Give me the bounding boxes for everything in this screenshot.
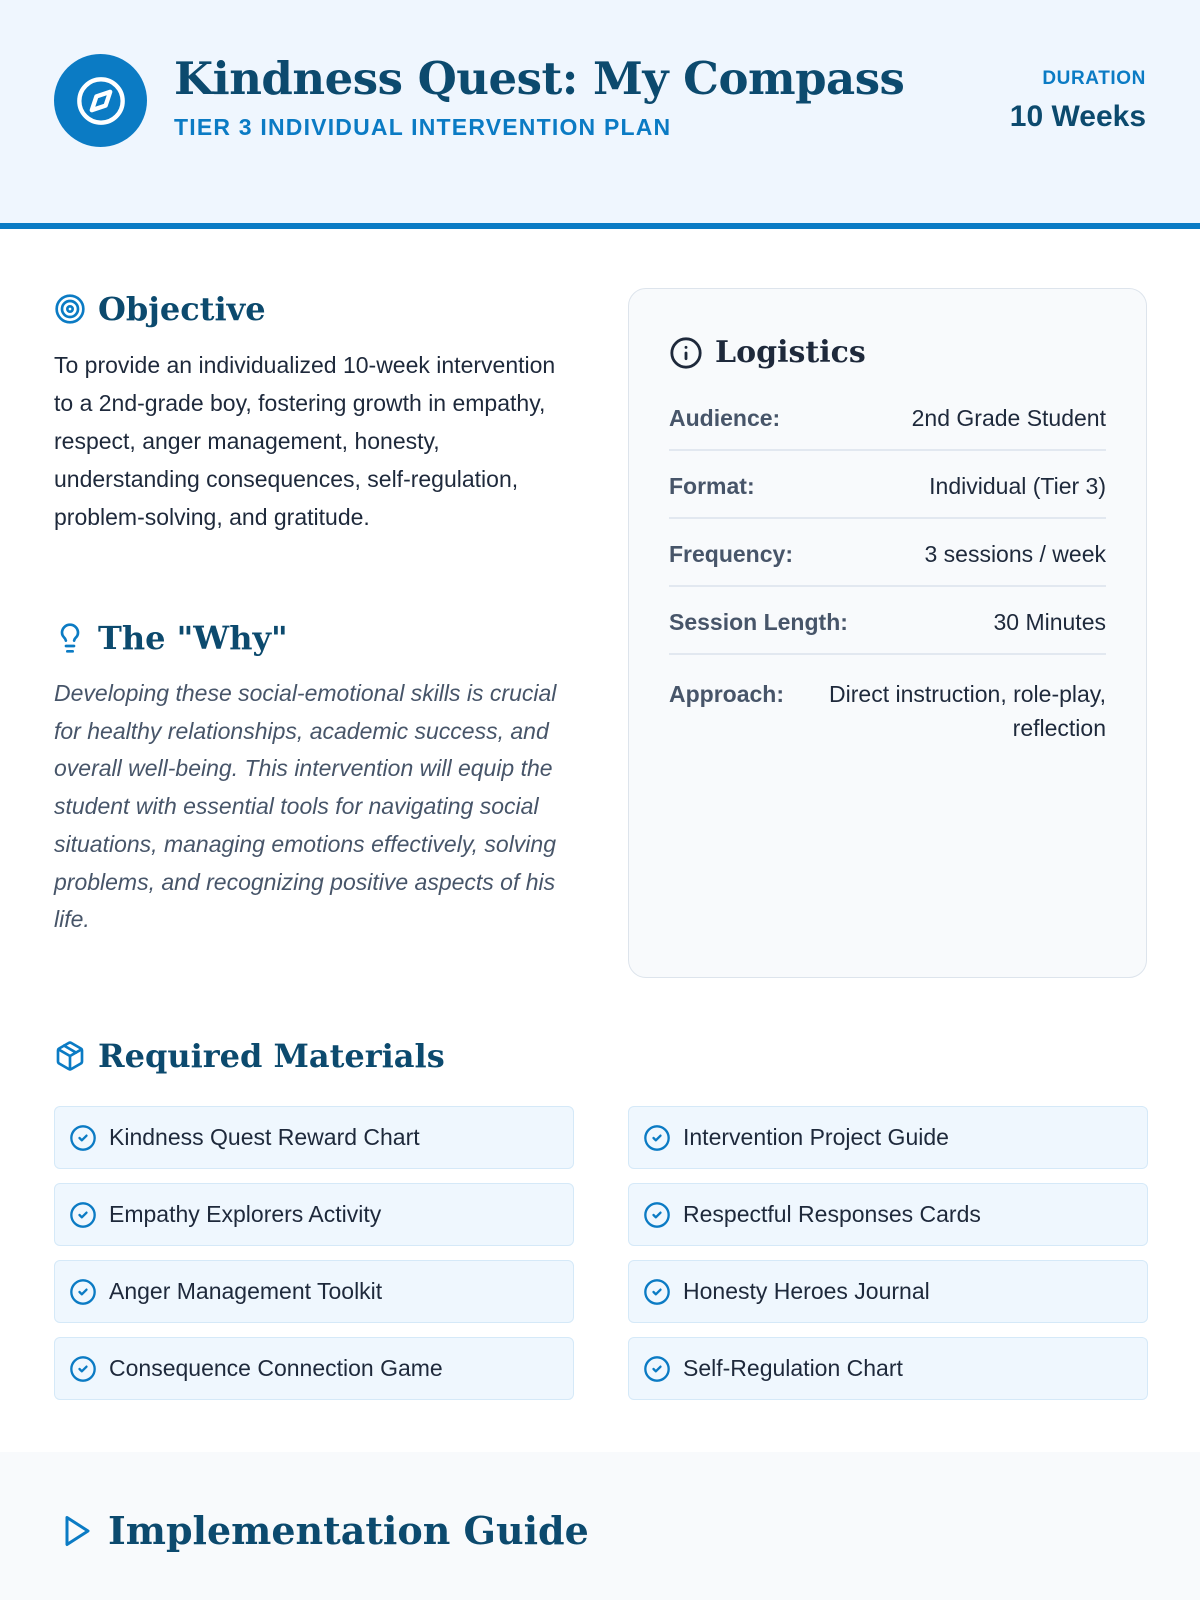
- check-circle-icon: [69, 1278, 97, 1306]
- why-heading-text: The "Why": [98, 619, 288, 657]
- logistics-value: Direct instruction, role-play, reflection: [829, 681, 1106, 741]
- check-circle-icon: [643, 1201, 671, 1229]
- logistics-value: 3 sessions / week: [924, 541, 1106, 567]
- materials-heading-text: Required Materials: [98, 1037, 445, 1075]
- check-circle-icon: [643, 1124, 671, 1152]
- page-header: [0, 0, 1200, 229]
- objective-text: To provide an individualized 10-week intervention to a 2nd-grade boy, fostering growth in empathy, respect, anger management, honesty, understanding consequences, self-regulation, problem-solving, and gratitude.: [54, 352, 556, 530]
- divider: [669, 517, 1106, 519]
- implementation-heading: [58, 1508, 589, 1553]
- logistics-value: 2nd Grade Student: [911, 405, 1106, 431]
- why-text: Developing these social-emotional skills is crucial for healthy relationships, academic success, and overall well-being. This intervention will equip the student with essential tools for navigating social situations, managing emotions effectively, solving problems, and recognizing positive aspects of his life.: [54, 680, 557, 933]
- page-title: Kindness Quest: My Compass: [174, 52, 905, 105]
- objective-heading: [54, 290, 266, 328]
- logistics-heading: [669, 335, 866, 370]
- material-item-label: Self-Regulation Chart: [683, 1355, 903, 1381]
- material-item-label: Respectful Responses Cards: [683, 1201, 981, 1227]
- logistics-value: 30 Minutes: [993, 609, 1106, 635]
- check-circle-icon: [643, 1355, 671, 1383]
- logistics-label: Frequency:: [669, 541, 793, 567]
- lightbulb-icon: [54, 622, 86, 654]
- divider: [669, 449, 1106, 451]
- material-item-label: Kindness Quest Reward Chart: [109, 1124, 420, 1150]
- logistics-value: Individual (Tier 3): [929, 473, 1106, 499]
- material-item: [628, 1337, 1148, 1400]
- check-circle-icon: [69, 1355, 97, 1383]
- material-item: [54, 1260, 574, 1323]
- material-item: [54, 1183, 574, 1246]
- check-circle-icon: [69, 1201, 97, 1229]
- check-circle-icon: [69, 1124, 97, 1152]
- divider: [669, 585, 1106, 587]
- compass-icon: [75, 75, 127, 127]
- logistics-row-approach: [669, 677, 1106, 745]
- logistics-row-session-length: [669, 609, 1106, 636]
- material-item: [628, 1183, 1148, 1246]
- package-icon: [54, 1040, 86, 1072]
- logo-badge: [54, 54, 147, 147]
- material-item-label: Intervention Project Guide: [683, 1124, 949, 1150]
- material-item: [628, 1260, 1148, 1323]
- logistics-row-frequency: [669, 541, 1106, 568]
- material-item-label: Anger Management Toolkit: [109, 1278, 383, 1304]
- divider: [669, 653, 1106, 655]
- logistics-heading-text: Logistics: [715, 335, 866, 370]
- target-icon: [54, 293, 86, 325]
- logistics-label: Session Length:: [669, 609, 848, 635]
- page-subtitle: TIER 3 INDIVIDUAL INTERVENTION PLAN: [174, 114, 672, 140]
- why-heading: [54, 619, 288, 657]
- logistics-row-format: [669, 473, 1106, 500]
- logistics-label: Format:: [669, 473, 755, 499]
- info-icon: [669, 336, 703, 370]
- duration-label: DURATION: [1042, 68, 1146, 89]
- material-item-label: Consequence Connection Game: [109, 1355, 443, 1381]
- check-circle-icon: [643, 1278, 671, 1306]
- play-icon: [58, 1513, 94, 1549]
- duration-value: 10 Weeks: [1009, 100, 1146, 133]
- logistics-row-audience: [669, 405, 1106, 432]
- material-item: [54, 1106, 574, 1169]
- implementation-heading-text: Implementation Guide: [108, 1508, 589, 1553]
- material-item: [628, 1106, 1148, 1169]
- materials-heading: [54, 1037, 445, 1075]
- logistics-label: Approach:: [669, 681, 784, 707]
- logistics-card: [628, 288, 1147, 978]
- material-item-label: Honesty Heroes Journal: [683, 1278, 930, 1304]
- logistics-label: Audience:: [669, 405, 781, 431]
- material-item: [54, 1337, 574, 1400]
- objective-heading-text: Objective: [98, 290, 266, 328]
- material-item-label: Empathy Explorers Activity: [109, 1201, 382, 1227]
